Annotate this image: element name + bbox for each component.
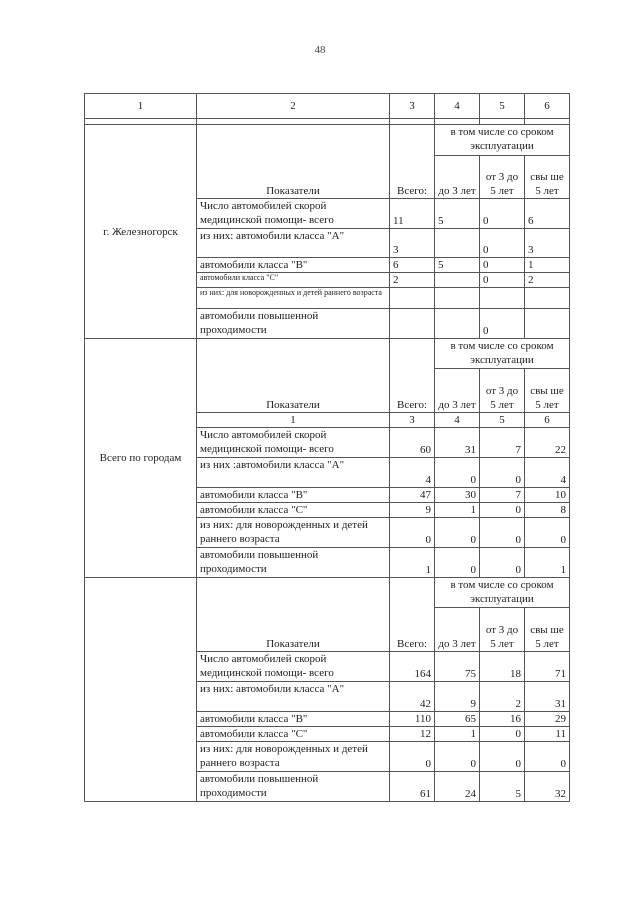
subheader-c1: до 3 лет <box>435 369 480 413</box>
row-total: 47 <box>390 488 435 503</box>
subheader-c3: свы ше 5 лет <box>525 369 570 413</box>
row-c2: 0 <box>480 199 525 229</box>
total-header: Всего: <box>390 339 435 413</box>
row-c2: 5 <box>480 772 525 802</box>
row-label: автомобили класса "C" <box>197 503 390 518</box>
row-c2: 0 <box>480 548 525 578</box>
row-total <box>390 288 435 309</box>
row-c2: 0 <box>480 458 525 488</box>
row-label: автомобили класса "B" <box>197 488 390 503</box>
row-c3: 0 <box>525 518 570 548</box>
row-label: из них :автомобили класса "A" <box>197 458 390 488</box>
row-c2: 0 <box>480 518 525 548</box>
col-number: 6 <box>525 413 570 428</box>
row-c1: 0 <box>435 458 480 488</box>
row-c3: 1 <box>525 258 570 273</box>
row-total: 0 <box>390 742 435 772</box>
column-number-row <box>85 94 570 119</box>
row-total: 3 <box>390 229 435 258</box>
subheader-c1: до 3 лет <box>435 608 480 652</box>
section-header-row <box>85 339 570 369</box>
row-c1: 75 <box>435 652 480 682</box>
row-label: из них: для новорожденных и детей раннего возраста <box>197 742 390 772</box>
row-c3: 4 <box>525 458 570 488</box>
row-total: 1 <box>390 548 435 578</box>
col-number: 1 <box>85 94 197 119</box>
row-c2: 7 <box>480 488 525 503</box>
row-c1 <box>435 309 480 339</box>
row-total: 12 <box>390 727 435 742</box>
row-total: 2 <box>390 273 435 288</box>
row-label: из них: автомобили класса "A" <box>197 682 390 712</box>
row-total: 6 <box>390 258 435 273</box>
row-c1: 30 <box>435 488 480 503</box>
row-c2: 0 <box>480 273 525 288</box>
row-c1: 0 <box>435 548 480 578</box>
row-total <box>390 309 435 339</box>
row-c1: 24 <box>435 772 480 802</box>
row-c1 <box>435 229 480 258</box>
row-label: автомобили повышенной проходимости <box>197 309 390 339</box>
row-c3: 71 <box>525 652 570 682</box>
row-c1: 0 <box>435 518 480 548</box>
subheader-c2: от 3 до 5 лет <box>480 156 525 199</box>
group-header: в том числе со сроком эксплуатации <box>435 125 570 156</box>
row-c3: 29 <box>525 712 570 727</box>
row-total: 9 <box>390 503 435 518</box>
total-header: Всего: <box>390 578 435 652</box>
row-c1 <box>435 288 480 309</box>
row-total: 61 <box>390 772 435 802</box>
row-c2: 0 <box>480 258 525 273</box>
row-label: из них: автомобили класса "A" <box>197 229 390 258</box>
row-label: из них: для новорожденных и детей раннего возраста <box>197 518 390 548</box>
region-cell <box>85 578 197 802</box>
row-label: автомобили повышенной проходимости <box>197 772 390 802</box>
col-number: 5 <box>480 413 525 428</box>
row-label: Число автомобилей скорой медицинской помощи- всего <box>197 199 390 229</box>
group-header: в том числе со сроком эксплуатации <box>435 339 570 369</box>
row-c2: 0 <box>480 229 525 258</box>
indicators-header: Показатели <box>197 578 390 652</box>
row-c2 <box>480 288 525 309</box>
region-cell: г. Железногорск <box>85 125 197 339</box>
row-c1: 1 <box>435 727 480 742</box>
row-c3: 2 <box>525 273 570 288</box>
row-c3: 3 <box>525 229 570 258</box>
row-total: 42 <box>390 682 435 712</box>
row-total: 110 <box>390 712 435 727</box>
row-c1: 31 <box>435 428 480 458</box>
region-cell: Всего по городам <box>85 339 197 578</box>
row-c3: 31 <box>525 682 570 712</box>
row-c3: 11 <box>525 727 570 742</box>
row-total: 0 <box>390 518 435 548</box>
subheader-c2: от 3 до 5 лет <box>480 369 525 413</box>
section-header-row <box>85 125 570 156</box>
row-c2: 18 <box>480 652 525 682</box>
row-c3: 8 <box>525 503 570 518</box>
subheader-c1: до 3 лет <box>435 156 480 199</box>
col-number: 6 <box>525 94 570 119</box>
row-c2: 7 <box>480 428 525 458</box>
row-label: автомобили класса "B" <box>197 258 390 273</box>
row-c2: 0 <box>480 727 525 742</box>
row-c1: 5 <box>435 199 480 229</box>
group-header: в том числе со сроком эксплуатации <box>435 578 570 608</box>
col-number: 4 <box>435 94 480 119</box>
col-number: 1 <box>197 413 390 428</box>
row-c1: 5 <box>435 258 480 273</box>
row-label: Число автомобилей скорой медицинской помощи- всего <box>197 652 390 682</box>
col-number: 5 <box>480 94 525 119</box>
col-number: 3 <box>390 413 435 428</box>
subheader-c3: свы ше 5 лет <box>525 608 570 652</box>
row-c3: 0 <box>525 742 570 772</box>
row-c1: 65 <box>435 712 480 727</box>
row-c3: 22 <box>525 428 570 458</box>
col-number: 2 <box>197 94 390 119</box>
row-label: автомобили класса "C" <box>197 727 390 742</box>
row-label: автомобили класса "B" <box>197 712 390 727</box>
row-c1: 0 <box>435 742 480 772</box>
row-c2: 0 <box>480 309 525 339</box>
col-number: 4 <box>435 413 480 428</box>
indicators-header: Показатели <box>197 125 390 199</box>
subheader-c2: от 3 до 5 лет <box>480 608 525 652</box>
row-c2: 0 <box>480 742 525 772</box>
row-c3 <box>525 309 570 339</box>
row-c3: 6 <box>525 199 570 229</box>
row-c1 <box>435 273 480 288</box>
row-c3: 32 <box>525 772 570 802</box>
row-c2: 16 <box>480 712 525 727</box>
col-number: 3 <box>390 94 435 119</box>
indicators-header: Показатели <box>197 339 390 413</box>
row-c3: 10 <box>525 488 570 503</box>
row-c3: 1 <box>525 548 570 578</box>
section-header-row <box>85 578 570 608</box>
row-label: автомобили повышенной проходимости <box>197 548 390 578</box>
ambulance-table <box>84 93 570 802</box>
page-number: 48 <box>314 44 326 56</box>
row-label: из них: для новорожденных и детей раннего возраста <box>197 288 390 309</box>
row-c2: 2 <box>480 682 525 712</box>
row-total: 4 <box>390 458 435 488</box>
subheader-c3: свы ше 5 лет <box>525 156 570 199</box>
row-c1: 1 <box>435 503 480 518</box>
row-c2: 0 <box>480 503 525 518</box>
row-c3 <box>525 288 570 309</box>
row-total: 164 <box>390 652 435 682</box>
total-header: Всего: <box>390 125 435 199</box>
row-total: 11 <box>390 199 435 229</box>
row-total: 60 <box>390 428 435 458</box>
row-label: Число автомобилей скорой медицинской помощи- всего <box>197 428 390 458</box>
row-label: автомобили класса "C" <box>197 273 390 288</box>
row-c1: 9 <box>435 682 480 712</box>
